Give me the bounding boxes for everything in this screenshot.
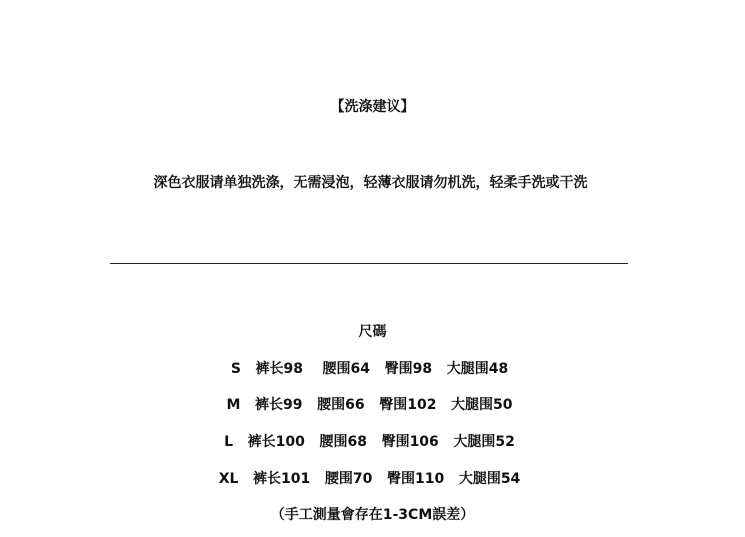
size-row-l: L 裤长100 腰围68 臀围106 大腿围52 [224, 434, 515, 450]
washing-instructions: 深色衣服请单独洗涤，无需浸泡，轻薄衣服请勿机洗，轻柔手洗或干洗 [153, 175, 588, 191]
size-row-xl: XL 裤长101 腰围70 臀围110 大腿围54 [218, 471, 521, 487]
size-row-s: S 裤长98 腰围64 臀围98 大腿围48 [230, 361, 509, 377]
size-row-m: M 裤长99 腰围66 臀围102 大腿围50 [226, 397, 513, 413]
washing-title: 【洗涤建议】 [330, 99, 415, 115]
divider-line [110, 263, 628, 264]
size-title: 尺碼 [358, 324, 387, 340]
measurement-note: （手工測量會存在1-3CM誤差） [270, 507, 475, 523]
